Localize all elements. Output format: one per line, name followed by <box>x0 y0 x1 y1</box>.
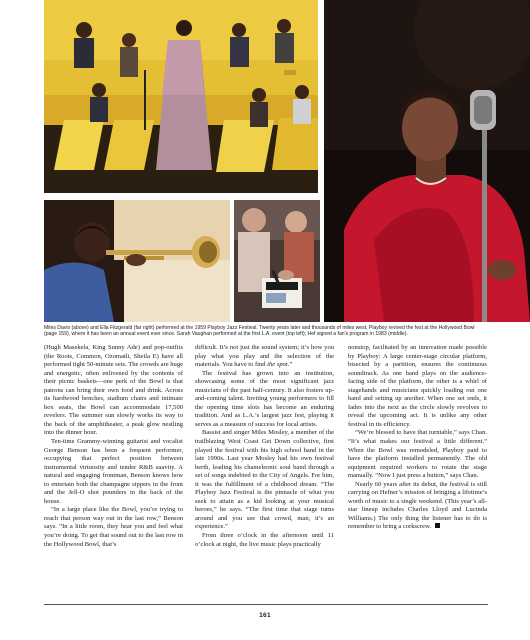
page-number: 161 <box>259 612 271 619</box>
article-column-1 <box>44 344 183 549</box>
photo-hefner-signing <box>234 200 320 322</box>
footer-rule <box>44 604 488 605</box>
paragraph-text: difficult. It’s not just the sound system; it’s how you play what you play and the selection of the materials. You have to find <box>195 344 334 369</box>
paragraph <box>195 344 334 370</box>
paragraph: Ten-time Grammy-winning guitarist and vocalist George Benson has been a frequent performer, occupying that perfect position between instrumental virtuosity and tender R&B suavity. A natural and engaging frontman, Benson knows how to entertain both the champagne sippers in the front and the Jell-O shot pounders in the back of the house. <box>44 438 183 505</box>
end-of-article-mark <box>435 523 440 528</box>
paragraph: “We’re blessed to have that turntable,” says Chan. “It’s what makes our festival a little different.” When the Bowl was remodeled, Playboy paid to have the platform installed permanently. The old equipment required workers to rotate the stage manually. “Now I just press a button,” says Chan. <box>348 429 487 480</box>
photo-ella-fitzgerald <box>324 0 530 322</box>
paragraph: nonstop, facilitated by an innovation made possible by Playboy: A large center-stage circular platform, bisected by a partition, ensures the continuous soundtrack. As one band plays on the audience-facing side of the platform, the other is a whirl of stagehands and musicians quickly loading out one band and setting up another. When one set ends, it fades into the next as the circle slowly revolves to reveal the upcoming act. It is unlike any other festival in its efficiency. <box>348 344 487 428</box>
photo-sarah-vaughan-stage <box>44 0 318 193</box>
paragraph <box>348 481 487 532</box>
paragraph-text: Nearly 60 years after its debut, the festival is still carrying on Hefner’s mission of bringing a lifetime’s worth of music to a single weekend. (This year’s all-star lineup includes Charles Lloyd and Lucinda Williams.) The only thing the listener has to do is remember to bring a corkscrew. <box>348 480 487 531</box>
photo-caption: Miles Davis (above) and Ella Fitzgerald (far right) performed at the 1959 Playboy Jazz Festival. Twenty years later and thousands of miles west, Playboy revived the fest at the Hollywood Bowl (page 159), where it has been an annual event ever since. Sarah Vaughan performed at the first L.A. event (top left); Hef signed a fan's program in 1983 (middle). <box>44 325 475 338</box>
article-column-3 <box>348 344 487 532</box>
article-column-2 <box>195 344 334 549</box>
paragraph: The festival has grown into an institution, showcasing some of the most significant jazz musicians of the past half-century. It also fosters up-and-coming talent. Inviting young performers to fill the opening time slots has become an enduring tradition. And as L.A.’s largest jazz fest, playing it serves as a measure of success for local artists. <box>195 369 334 428</box>
photo-miles-davis <box>44 200 230 322</box>
paragraph: Bassist and singer Miles Mosley, a member of the trailblazing West Coast Get Down collective, first played the festival with his high school band in the late 1990s. Last year Mosley had his own festival berth, leading his chameleonic soul band through a set of songs indebted to the City of Angels. For him, it was the fulfillment of a childhood dream. “The Playboy Jazz Festival is the pinnacle of what you seek to attain as a kid looking at your musical heroes,” he says. “The first time that stage turns around and you see that crowd, man, it’s an experience.” <box>195 429 334 531</box>
closing-quote: ” <box>289 361 293 369</box>
paragraph: From three o’clock in the afternoon until 11 o’clock at night, the live music plays practically <box>195 532 334 548</box>
emphasis-text: the spot. <box>267 361 290 369</box>
paragraph: “In a large place like the Bowl, you’re trying to reach that person way out in the last row,” Benson says. “In a little room, they hear you and feel what you’re doing. To get that sound out to the last row in the Hollywood Bowl, that’s <box>44 506 183 548</box>
paragraph: (Hugh Masekela, King Sunny Ade) and pop-outfits (the Roots, Common, Ozomatli, Sheila E) have all performed tight 50-minute sets. The crowds are huge and energetic, often enlivened by the contents of their picnic baskets—one perk of the Bowl is that patrons can bring their own food and drink. Across its hardwood benches, stadium chairs and intimate box seats, the Bowl can accommodate 17,500 revelers. The summer sun slowly works its way to the back of the amphitheater, a peak glow nestling into the dinner hour. <box>44 344 183 437</box>
